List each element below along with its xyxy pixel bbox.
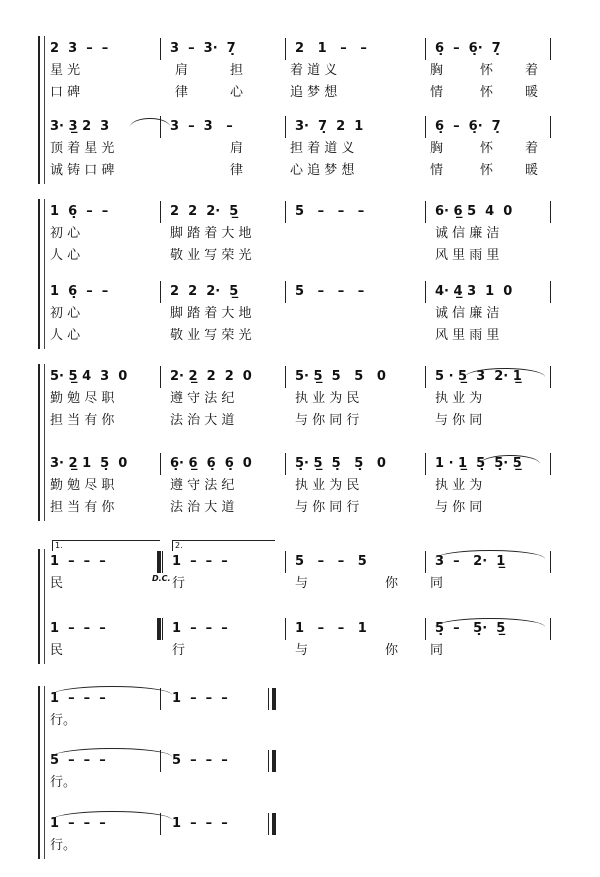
final-barline-thin (268, 813, 269, 835)
lyric-text: 着 (525, 141, 539, 156)
dc-mark: D.C. (152, 574, 171, 583)
volta-first: 1. (52, 540, 160, 551)
lyric-line (0, 412, 600, 432)
lyric-text: 行。 (50, 838, 77, 853)
lyric-text: 着 道 义 (290, 63, 338, 78)
final-barline (272, 688, 276, 710)
measure-notes: 3 – 2· 1̲ (435, 554, 506, 569)
lyric-text: 情 (430, 85, 444, 100)
lyric-text: 情 (430, 163, 444, 178)
barline (285, 551, 286, 573)
measure-notes: 1 – – 1 (295, 621, 367, 636)
lyric-text: 追 梦 想 (290, 85, 338, 100)
lyric-text: 民 (50, 576, 64, 591)
final-barline-thin (268, 688, 269, 710)
tie-slur (52, 686, 172, 695)
barline (550, 201, 551, 223)
lyric-text: 脚 踏 着 大 地 (170, 226, 252, 241)
lyric-text: 与 你 同 (435, 500, 483, 515)
lyric-text: 暖 (525, 163, 539, 178)
tie-slur (435, 550, 545, 559)
barline (160, 618, 161, 640)
barline (160, 366, 161, 388)
measure-notes: 1 – – – (172, 691, 228, 706)
volta-second: 2. (172, 540, 275, 551)
barline (425, 116, 426, 138)
lyric-text: 胸 (430, 63, 444, 78)
lyric-line (0, 390, 600, 410)
measure-notes: 1 6̣ – – (50, 284, 109, 299)
lyric-text: 暖 (525, 85, 539, 100)
measure-notes: 5 – – – (295, 284, 365, 299)
barline (550, 618, 551, 640)
measure-notes: 5 · 5̲ 3 2· 1̲ (435, 369, 522, 384)
lyric-text: 执 业 为 民 (295, 391, 360, 406)
measure-notes: 6̣ – 6̣· 7̣ (435, 119, 501, 134)
lyric-line (0, 712, 600, 732)
lyric-text: 你 (385, 576, 399, 591)
barline (285, 618, 286, 640)
barline (425, 551, 426, 573)
lyric-text: 担 着 道 义 (290, 141, 355, 156)
lyric-text: 行 (172, 576, 186, 591)
lyric-text: 风 里 雨 里 (435, 328, 500, 343)
lyric-text: 心 (230, 85, 244, 100)
lyric-text: 执 业 为 民 (295, 478, 360, 493)
lyric-text: 敬 业 写 荣 光 (170, 248, 252, 263)
barline (285, 201, 286, 223)
repeat-barline (157, 551, 160, 573)
lyric-line (0, 305, 600, 325)
lyric-text: 诚 铸 口 碑 (50, 163, 115, 178)
repeat-barline-thin (162, 551, 163, 573)
lyric-text: 初 心 (50, 306, 81, 321)
lyric-line (0, 327, 600, 347)
measure-notes: 1 – – – (50, 621, 106, 636)
measure-notes: 1 – – – (172, 621, 228, 636)
barline (160, 551, 161, 573)
barline (550, 38, 551, 60)
measure-notes: 3· 2̲ 1 5̣ 0 (50, 456, 128, 471)
lyric-text: 法 治 大 道 (170, 500, 235, 515)
measure-notes: 3· 7̣ 2 1 (295, 119, 364, 134)
measure-notes: 2 3 – – (50, 41, 109, 56)
measure-notes: 2 2 2· 5̲ (170, 284, 239, 299)
barline (160, 453, 161, 475)
lyric-text: 同 (430, 576, 444, 591)
lyric-text: 行 (172, 643, 186, 658)
lyric-text: 怀 (480, 63, 494, 78)
barline (285, 453, 286, 475)
barline (285, 281, 286, 303)
lyric-text: 怀 (480, 163, 494, 178)
lyric-text: 执 业 为 (435, 391, 483, 406)
barline (425, 281, 426, 303)
measure-notes: 5· 5̲ 5 5 0 (295, 369, 386, 384)
barline (550, 281, 551, 303)
repeat-barline-thin (162, 618, 163, 640)
measure-notes: 1 – – – (50, 691, 106, 706)
measure-notes: 3· 3̲ 2 3 (50, 119, 110, 134)
measure-notes: 6̣· 6̲ 6̣ 6̣ 0 (170, 456, 252, 471)
lyric-text: 担 当 有 你 (50, 413, 115, 428)
lyric-text: 肩 (230, 141, 244, 156)
barline (285, 38, 286, 60)
barline (160, 38, 161, 60)
measure-notes: 1 · 1̲ 5̣ 5̣· 5̲ (435, 456, 522, 471)
barline (285, 366, 286, 388)
note-row (0, 203, 600, 223)
lyric-line (0, 837, 600, 857)
lyric-line (0, 84, 600, 104)
lyric-text: 担 (230, 63, 244, 78)
barline (425, 38, 426, 60)
measure-notes: 1 6̣ – – (50, 204, 109, 219)
barline (550, 366, 551, 388)
lyric-text: 心 追 梦 想 (290, 163, 355, 178)
lyric-text: 与 (295, 643, 309, 658)
note-row (0, 40, 600, 60)
lyric-line (0, 499, 600, 519)
lyric-text: 肩 (175, 63, 189, 78)
lyric-text: 怀 (480, 141, 494, 156)
measure-notes: 1 – – – (172, 816, 228, 831)
lyric-text: 执 业 为 (435, 478, 483, 493)
lyric-text: 与 你 同 行 (295, 413, 360, 428)
note-row (0, 283, 600, 303)
lyric-text: 敬 业 写 荣 光 (170, 328, 252, 343)
measure-notes: 4· 4̲ 3 1 0 (435, 284, 513, 299)
barline (425, 201, 426, 223)
note-row (0, 118, 600, 138)
final-barline-thin (268, 750, 269, 772)
measure-notes: 3 – 3 – (170, 119, 233, 134)
lyric-text: 诚 信 廉 洁 (435, 306, 500, 321)
lyric-text: 脚 踏 着 大 地 (170, 306, 252, 321)
lyric-text: 勤 勉 尽 职 (50, 391, 115, 406)
lyric-line (0, 477, 600, 497)
lyric-text: 你 (385, 643, 399, 658)
measure-notes: 5 – – – (50, 753, 106, 768)
measure-notes: 2 2 2· 5̲ (170, 204, 239, 219)
lyric-line (0, 162, 600, 182)
lyric-text: 星 光 (50, 63, 81, 78)
lyric-text: 律 (230, 163, 244, 178)
lyric-text: 顶 着 星 光 (50, 141, 115, 156)
barline (425, 453, 426, 475)
lyric-line (0, 774, 600, 794)
tie-slur (52, 811, 172, 820)
lyric-text: 风 里 雨 里 (435, 248, 500, 263)
measure-notes: 5̣· 5̲ 5̣ 5̣ 0 (295, 456, 386, 471)
barline (550, 453, 551, 475)
measure-notes: 1 – – – (50, 554, 106, 569)
measure-notes: 1 – – – (172, 554, 228, 569)
measure-notes: 5 – – 5 (295, 554, 367, 569)
lyric-text: 担 当 有 你 (50, 500, 115, 515)
lyric-text: 着 (525, 63, 539, 78)
lyric-text: 勤 勉 尽 职 (50, 478, 115, 493)
measure-notes: 3 – 3· 7̣ (170, 41, 236, 56)
measure-notes: 5· 5̲ 4 3 0 (50, 369, 128, 384)
barline (160, 281, 161, 303)
lyric-text: 与 (295, 576, 309, 591)
measure-notes: 6· 6̲ 5 4 0 (435, 204, 513, 219)
lyric-text: 怀 (480, 85, 494, 100)
lyric-line (0, 247, 600, 267)
tie-slur (52, 748, 172, 757)
lyric-text: 法 治 大 道 (170, 413, 235, 428)
lyric-line (0, 225, 600, 245)
lyric-line (0, 62, 600, 82)
final-barline (272, 813, 276, 835)
lyric-text: 民 (50, 643, 64, 658)
measure-notes: 5 – – – (172, 753, 228, 768)
lyric-text: 与 你 同 (435, 413, 483, 428)
lyric-text: 行。 (50, 775, 77, 790)
measure-notes: 1 – – – (50, 816, 106, 831)
barline (285, 116, 286, 138)
lyric-line (0, 140, 600, 160)
lyric-text: 同 (430, 643, 444, 658)
lyric-line (0, 575, 600, 595)
lyric-text: 人 心 (50, 248, 81, 263)
lyric-text: 行。 (50, 713, 77, 728)
lyric-text: 人 心 (50, 328, 81, 343)
lyric-text: 遵 守 法 纪 (170, 391, 235, 406)
final-barline (272, 750, 276, 772)
lyric-text: 诚 信 廉 洁 (435, 226, 500, 241)
repeat-barline (157, 618, 160, 640)
lyric-text: 律 (175, 85, 189, 100)
lyric-text: 初 心 (50, 226, 81, 241)
lyric-line (0, 642, 600, 662)
measure-notes: 2 1 – – (295, 41, 367, 56)
barline (550, 551, 551, 573)
lyric-text: 胸 (430, 141, 444, 156)
barline (550, 116, 551, 138)
lyric-text: 遵 守 法 纪 (170, 478, 235, 493)
lyric-text: 口 碑 (50, 85, 81, 100)
barline (425, 618, 426, 640)
measure-notes: 2· 2̲ 2 2 0 (170, 369, 252, 384)
measure-notes: 5 – – – (295, 204, 365, 219)
measure-notes: 6̣ – 6̣· 7̣ (435, 41, 501, 56)
lyric-text: 与 你 同 行 (295, 500, 360, 515)
measure-notes: 5̣ – 5̣· 5̲ (435, 621, 506, 636)
barline (425, 366, 426, 388)
barline (160, 201, 161, 223)
